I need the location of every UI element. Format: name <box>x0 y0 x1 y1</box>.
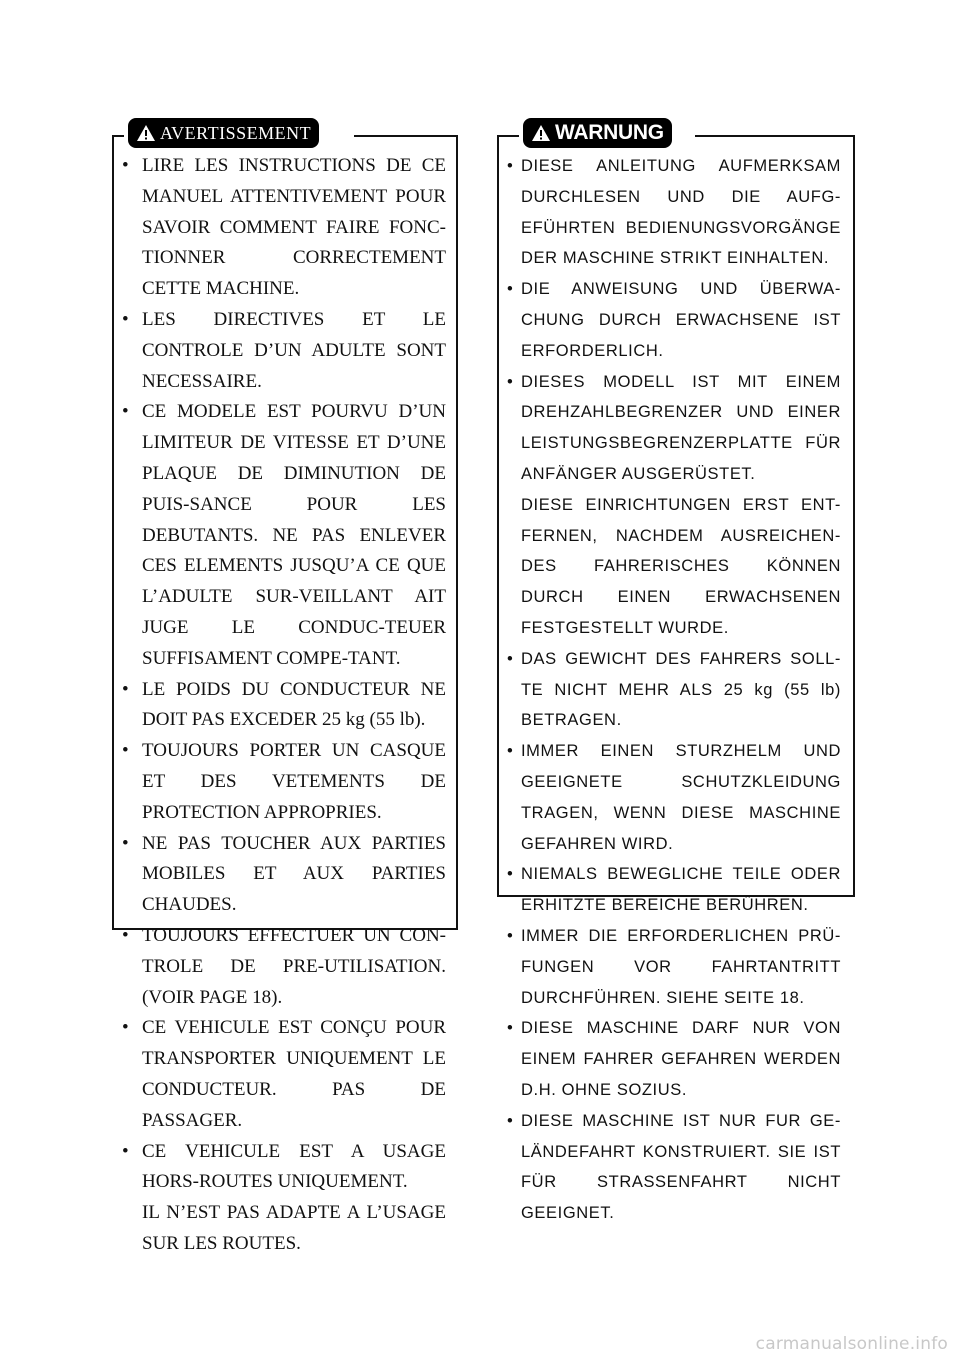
warning-item <box>507 736 841 859</box>
warning-item <box>507 274 841 366</box>
warning-item-text: NIEMALS BEWEGLICHE TEILE ODER ERHITZTE BEREICHE BERÜHREN. <box>521 865 841 915</box>
warning-item-text: LE POIDS DU CONDUCTEUR NE DOIT PAS EXCEDER 25 kg (55 lb). <box>142 678 446 731</box>
bullet-icon: • <box>507 1019 514 1038</box>
warning-item <box>120 1013 446 1136</box>
warning-item-text: DIESE MASCHINE IST NUR FUR GE-LÄNDEFAHRT KONSTRUIERT. SIE IST FÜR STRASSENFAHRT NICHT GEEIGNET. <box>521 1111 841 1223</box>
german-warning-box <box>497 121 855 1223</box>
warning-item-text: CE MODELE EST POURVU D’UN LIMITEUR DE VITESSE ET D’UNE PLAQUE DE DIMINUTION DE PUIS-SANCE POUR LES DEBUTANTS. NE PAS ENLEVER CES ELEMENTS JUSQU’A CE QUE L’ADULTE SUR-VEILLANT AIT JUGE LE CONDUC-TEUER SUFFISAMENT COMPE-TANT. <box>142 401 446 669</box>
warning-item-text: IMMER DIE ERFORDERLICHEN PRÜ-FUNGEN VOR FAHRTANTRITT DURCHFÜHREN. SIEHE SEITE 18. <box>521 926 841 1007</box>
warning-item <box>507 644 841 736</box>
warning-item-text: LES DIRECTIVES ET LE CONTROLE D’UN ADULTE SONT NECESSAIRE. <box>142 308 446 392</box>
warning-item <box>120 1137 446 1260</box>
warning-item <box>507 921 841 1013</box>
bullet-icon: • <box>122 308 129 330</box>
warning-label-de <box>523 118 672 148</box>
warning-item <box>507 1013 841 1105</box>
french-warning-box <box>112 122 458 1254</box>
bullet-icon: • <box>507 157 514 175</box>
warning-item <box>507 859 841 921</box>
bullet-icon: • <box>507 865 514 884</box>
warning-item <box>120 305 446 397</box>
warning-item <box>120 736 446 828</box>
bullet-icon: • <box>122 1140 129 1162</box>
warning-item-text: LIRE LES INSTRUCTIONS DE CE MANUEL ATTENTIVEMENT POUR SAVOIR COMMENT FAIRE FONC-TIONNER CORRECTEMENT CETTE MACHINE. <box>142 155 446 300</box>
bullet-icon: • <box>122 832 129 854</box>
bullet-icon: • <box>507 742 514 761</box>
warning-item <box>507 151 841 274</box>
warning-item-text: DAS GEWICHT DES FAHRERS SOLL-TE NICHT MEHR ALS 25 kg (55 lb) BETRAGEN. <box>521 649 841 730</box>
bullet-icon: • <box>122 678 129 700</box>
warning-triangle-icon <box>531 124 551 142</box>
warning-item <box>120 151 446 305</box>
warning-item <box>120 829 446 921</box>
german-warning-list <box>507 151 841 1229</box>
bullet-icon: • <box>507 649 514 668</box>
warning-item <box>507 1106 841 1229</box>
bullet-icon: • <box>122 401 129 423</box>
warning-item-text: DIESE ANLEITUNG AUFMERKSAM DURCHLESEN UND DIE AUFG-EFÜHRTEN BEDIENUNGSVORGÄNGE DER MASCHINE STRIKT EINHALTEN. <box>521 157 841 268</box>
warning-label-fr <box>128 118 319 148</box>
bullet-icon: • <box>507 926 514 945</box>
warning-item <box>120 921 446 1013</box>
bullet-icon: • <box>507 372 514 391</box>
warning-item-text: TOUJOURS EFFECTUER UN CON-TROLE DE PRE-UTILISATION. (VOIR PAGE 18). <box>142 924 446 1008</box>
watermark: carmanualsonline.info <box>755 1334 948 1354</box>
warning-item-text: DIESES MODELL IST MIT EINEM DREHZAHLBEGRENZER UND EINER LEISTUNGSBEGRENZERPLATTE FÜR ANFÄNGER AUSGERÜSTET. DIESE EINRICHTUNGEN ERST ENT-FERNEN, NACHDEM AUSREICHEN-DES FAHRERISCHES KÖNNEN DURCH EINEN ERWACHSENEN FESTGESTELLT WURDE. <box>521 372 841 637</box>
warning-item-text: CE VEHICULE EST A USAGE HORS-ROUTES UNIQUEMENT. IL N’EST PAS ADAPTE A L’USAGE SUR LES ROUTES. <box>142 1140 446 1254</box>
bullet-icon: • <box>507 1111 514 1130</box>
warning-label-text: WARNUNG <box>555 121 664 144</box>
bullet-icon: • <box>507 280 514 299</box>
warning-item-text: CE VEHICULE EST CONÇU POUR TRANSPORTER UNIQUEMENT LE CONDUCTEUR. PAS DE PASSAGER. <box>142 1017 446 1131</box>
bullet-icon: • <box>122 1017 129 1039</box>
bullet-icon: • <box>122 740 129 762</box>
french-warning-list <box>120 151 446 1260</box>
warning-item <box>507 367 841 644</box>
warning-label-text: AVERTISSEMENT <box>160 122 312 143</box>
warning-item-text: DIE ANWEISUNG UND ÜBERWA-CHUNG DURCH ERWACHSENE IST ERFORDERLICH. <box>521 280 841 360</box>
bullet-icon: • <box>122 155 129 176</box>
warning-item-text: TOUJOURS PORTER UN CASQUE ET DES VETEMENTS DE PROTECTION APPROPRIES. <box>142 740 446 823</box>
warning-item-text: DIESE MASCHINE DARF NUR VON EINEM FAHRER GEFAHREN WERDEN D.H. OHNE SOZIUS. <box>521 1019 841 1099</box>
warning-item <box>120 397 446 674</box>
warning-triangle-icon <box>136 124 156 142</box>
warning-item <box>120 675 446 737</box>
warning-item-text: IMMER EINEN STURZHELM UND GEEIGNETE SCHUTZKLEIDUNG TRAGEN, WENN DIESE MASCHINE GEFAHREN WIRD. <box>521 742 841 853</box>
bullet-icon: • <box>122 924 129 946</box>
warning-item-text: NE PAS TOUCHER AUX PARTIES MOBILES ET AUX PARTIES CHAUDES. <box>142 832 446 916</box>
